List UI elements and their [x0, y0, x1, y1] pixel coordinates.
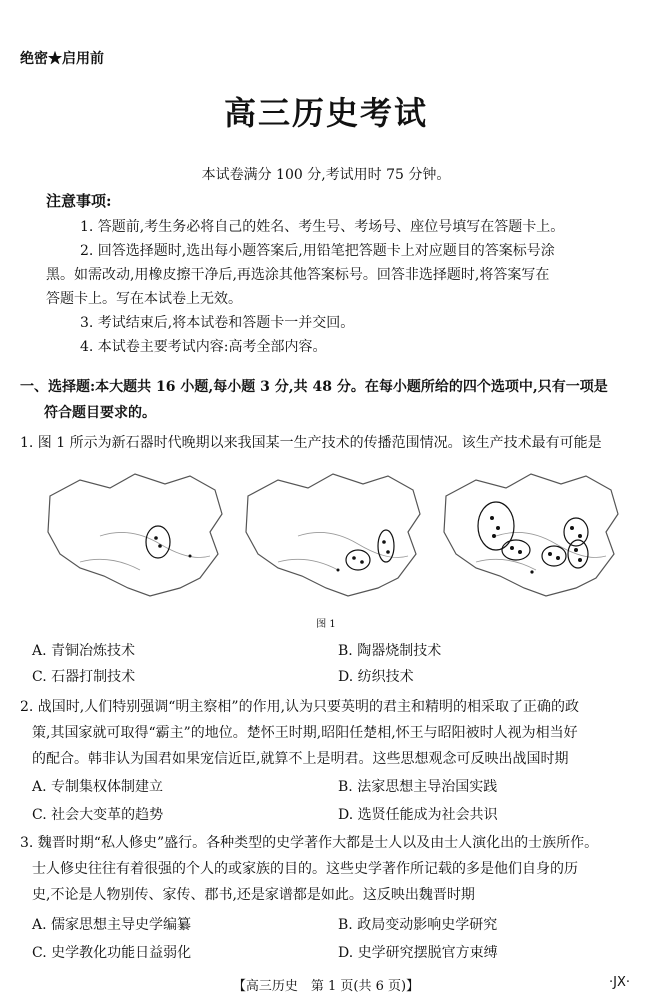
figure-1-map-2 [238, 466, 430, 606]
notice-line: 3. 考试结束后,将本试卷和答题卡一并交回。 [80, 315, 355, 331]
figure-1-map-3 [436, 466, 628, 606]
section-heading-cont: 符合题目要求的。 [44, 405, 156, 421]
q1-option-c: C. 石器打制技术 [32, 669, 136, 685]
page-footer: 【高三历史 第 1 页(共 6 页)】 [232, 979, 420, 994]
question-2-line: 策,其国家就可取得“霸主”的地位。楚怀王时期,昭阳任楚相,怀王与昭阳被时人视为相当好 [32, 725, 578, 741]
q3-option-a: A. 儒家思想主导史学编纂 [32, 917, 192, 933]
confidential-label: 绝密★启用前 [20, 51, 104, 67]
question-3-line: 史,不论是人物别传、家传、郡书,还是家谱都是如此。这反映出魏晋时期 [32, 887, 475, 903]
q1-option-d: D. 纺织技术 [338, 669, 414, 685]
exam-intro: 本试卷满分 100 分,考试用时 75 分钟。 [201, 167, 451, 183]
notice-line: 答题卡上。写在本试卷上无效。 [46, 291, 242, 307]
q2-option-d: D. 选贤任能成为社会共识 [338, 807, 498, 823]
question-3-line: 3. 魏晋时期“私人修史”盛行。各种类型的史学著作大都是士人以及由士人演化出的士族所作。 [20, 835, 599, 851]
q1-option-a: A. 青铜冶炼技术 [32, 643, 136, 659]
notice-line: 4. 本试卷主要考试内容:高考全部内容。 [80, 339, 327, 355]
q3-option-c: C. 史学教化功能日益弱化 [32, 945, 192, 961]
question-2-line: 2. 战国时,人们特别强调“明主察相”的作用,认为只要英明的君主和精明的相采取了正确的政 [20, 699, 580, 715]
notice-line: 2. 回答选择题时,选出每小题答案后,用铅笔把答题卡上对应题目的答案标号涂 [80, 243, 555, 259]
section-heading: 一、选择题:本大题共 16 小题,每小题 3 分,共 48 分。在每小题所给的四个选项中,只有一项是 [20, 379, 608, 395]
q1-option-b: B. 陶器烧制技术 [338, 643, 442, 659]
q2-option-a: A. 专制集权体制建立 [32, 779, 164, 795]
q2-option-b: B. 法家思想主导治国实践 [338, 779, 498, 795]
q2-option-c: C. 社会大变革的趋势 [32, 807, 164, 823]
question-1-stem: 1. 图 1 所示为新石器时代晚期以来我国某一生产技术的传播范围情况。该生产技术最有可能是 [20, 435, 602, 451]
notice-line: 1. 答题前,考生务必将自己的姓名、考生号、考场号、座位号填写在答题卡上。 [80, 219, 565, 235]
q3-option-d: D. 史学研究摆脱官方束缚 [338, 945, 498, 961]
question-3-line: 士人修史往往有着很强的个人的或家族的目的。这些史学著作所记载的多是他们自身的历 [32, 861, 578, 877]
region-code: ·JX· [608, 975, 630, 990]
q3-option-b: B. 政局变动影响史学研究 [338, 917, 498, 933]
exam-title: 高三历史考试 [223, 94, 428, 132]
question-2-line: 的配合。韩非认为国君如果宠信近臣,就算不上是明君。这些思想观念可反映出战国时期 [32, 751, 569, 767]
notice-heading: 注意事项: [46, 192, 112, 210]
notice-line: 黑。如需改动,用橡皮擦干净后,再选涂其他答案标号。回答非选择题时,将答案写在 [46, 267, 550, 283]
figure-1-map-1 [40, 466, 232, 606]
figure-1-caption: 图 1 [316, 619, 336, 630]
